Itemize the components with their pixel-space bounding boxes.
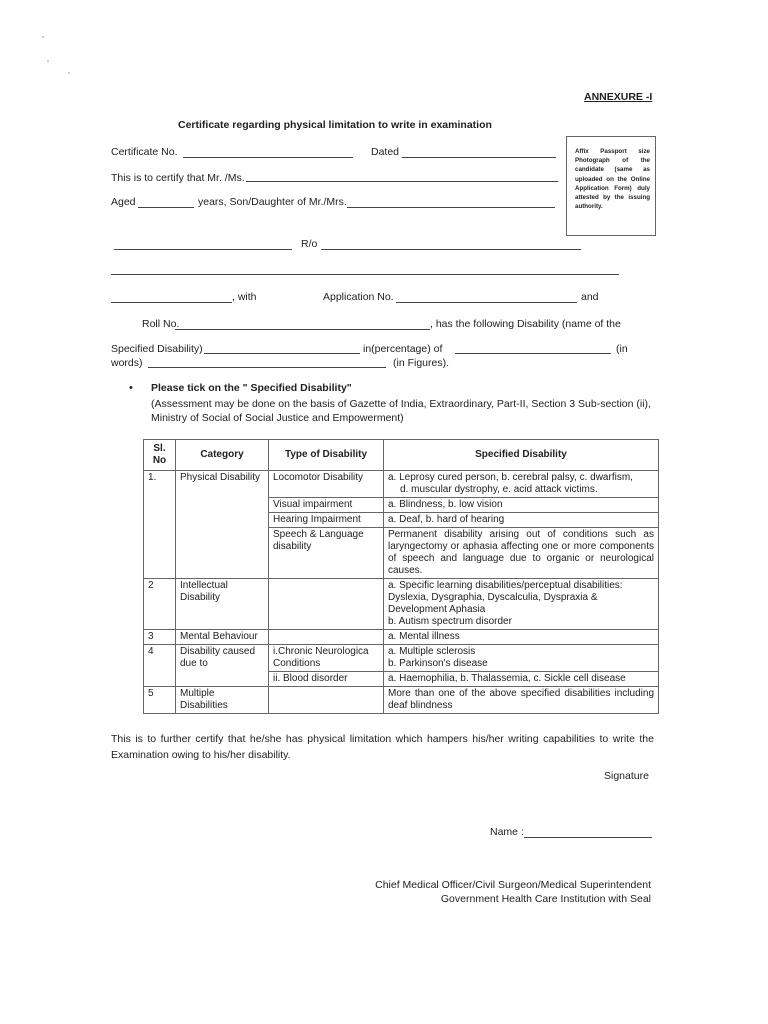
row4-spec-neuro xyxy=(384,645,659,672)
percentage-label: in(percentage) of xyxy=(363,343,443,355)
certificate-no-label: Certificate No. xyxy=(111,146,178,158)
locomotor-spec-b: d. muscular dystrophy, e. acid attack victims. xyxy=(400,484,598,495)
name-line xyxy=(114,249,292,250)
locomotor-spec-a: a. Leprosy cured person, b. cerebral palsy, c. dwarfism, xyxy=(388,472,633,483)
row1-spec-locomotor xyxy=(384,471,659,498)
row4-spec-1a: a. Multiple sclerosis xyxy=(388,646,476,657)
photo-box: Affix Passport size Photograph of the candidate (same as uploaded on the Online Application Form) duly attested by the issuing authority. xyxy=(566,136,656,236)
row2-spec xyxy=(384,579,659,630)
table-row xyxy=(144,630,659,645)
row3-spec: a. Mental illness xyxy=(384,630,659,645)
certify-line xyxy=(246,181,558,182)
address-line-2 xyxy=(111,274,619,275)
dated-line xyxy=(402,157,556,158)
name-label: Name : xyxy=(490,826,524,838)
row3-type xyxy=(269,630,384,645)
percentage-words-line xyxy=(455,353,611,354)
row5-category: Multiple Disabilities xyxy=(176,687,269,714)
row4-category: Disability caused due to xyxy=(176,645,269,687)
ro-label: R/o xyxy=(301,238,318,250)
bullet: • xyxy=(129,382,133,394)
row2-spec-b: b. Autism spectrum disorder xyxy=(388,616,512,627)
document-title: Certificate regarding physical limitation to write in examination xyxy=(178,119,492,131)
row2-category: Intellectual Disability xyxy=(176,579,269,630)
aged-line xyxy=(138,207,194,208)
table-row xyxy=(144,687,659,714)
row3-category: Mental Behaviour xyxy=(176,630,269,645)
row1-type-locomotor: Locomotor Disability xyxy=(269,471,384,498)
row4-type-neuro: i.Chronic Neurologica Conditions xyxy=(269,645,384,672)
row4-sl: 4 xyxy=(144,645,176,687)
and-label: and xyxy=(581,291,599,303)
header-specified: Specified Disability xyxy=(384,440,659,471)
dated-label: Dated xyxy=(371,146,400,158)
address-line xyxy=(321,249,581,250)
table-row xyxy=(144,471,659,498)
row1-spec-speech: Permanent disability arising out of conditions such as laryngectomy or aphasia affecting one or more components of speech and language due to organic or neurological causes. xyxy=(384,528,659,579)
table-header-row xyxy=(144,440,659,471)
row2-type xyxy=(269,579,384,630)
certify-label: This is to certify that Mr. /Ms. xyxy=(111,172,245,184)
assessment-note: (Assessment may be done on the basis of Gazette of India, Extraordinary, Part-II, Section 3 Sub-section (ii), Ministry of Social of Social Justice and Empowerment) xyxy=(151,398,651,424)
institution-label: Government Health Care Institution with Seal xyxy=(440,893,651,905)
header-category: Category xyxy=(176,440,269,471)
table-row xyxy=(144,645,659,672)
row4-type-blood: ii. Blood disorder xyxy=(269,672,384,687)
application-no-label: Application No. xyxy=(323,291,394,303)
specified-disability-label: Specified Disability) xyxy=(111,343,203,355)
header-sl-no: Sl. No xyxy=(144,440,176,471)
application-no-line xyxy=(396,302,577,303)
row1-type-visual: Visual impairment xyxy=(269,498,384,513)
words-label: words) xyxy=(111,357,143,369)
row4-spec-1b: b. Parkinson's disease xyxy=(388,658,488,669)
header-type: Type of Disability xyxy=(269,440,384,471)
row5-spec: More than one of the above specified disabilities including deaf blindness xyxy=(384,687,659,714)
aged-label: Aged xyxy=(111,196,136,208)
roll-no-line xyxy=(175,329,430,330)
table-row xyxy=(144,579,659,630)
row3-sl: 3 xyxy=(144,630,176,645)
disability-line xyxy=(111,302,232,303)
years-label: years, Son/Daughter of Mr./Mrs. xyxy=(198,196,347,208)
roll-no-label: Roll No. xyxy=(142,318,180,330)
in-figures-label: (in Figures). xyxy=(393,357,450,369)
name-signature-line xyxy=(524,837,652,838)
row1-spec-hearing: a. Deaf, b. hard of hearing xyxy=(384,513,659,528)
officer-designation: Chief Medical Officer/Civil Surgeon/Medical Superintendent xyxy=(375,879,651,891)
in-label: (in xyxy=(616,343,628,355)
following-label: , has the following Disability (name of the xyxy=(430,318,621,330)
certificate-no-line xyxy=(183,157,353,158)
signature-label: Signature xyxy=(604,770,649,782)
row1-sl: 1. xyxy=(144,471,176,579)
disability-table xyxy=(143,439,659,714)
scan-speck xyxy=(68,72,70,74)
parent-name-line xyxy=(347,207,555,208)
specified-disability-line xyxy=(204,353,360,354)
row5-sl: 5 xyxy=(144,687,176,714)
with-label: , with xyxy=(232,291,257,303)
row1-spec-visual: a. Blindness, b. low vision xyxy=(384,498,659,513)
row4-spec-blood: a. Haemophilia, b. Thalassemia, c. Sickle cell disease xyxy=(384,672,659,687)
percentage-figures-line xyxy=(148,367,386,368)
row2-spec-a: a. Specific learning disabilities/perceptual disabilities: Dyslexia, Dysgraphia, Dyscalculia, Dyspraxia & Development Aphasia xyxy=(388,580,623,615)
scan-speck xyxy=(47,60,49,62)
row5-type xyxy=(269,687,384,714)
row1-type-speech: Speech & Language disability xyxy=(269,528,384,579)
instruction-heading: Please tick on the " Specified Disability" xyxy=(151,382,352,394)
annexure-label: ANNEXURE -I xyxy=(584,91,653,103)
further-certify-text: This is to further certify that he/she has physical limitation which hampers his/her writing capabilities to write the Examination owing to his/her disability. xyxy=(111,733,654,761)
row1-type-hearing: Hearing Impairment xyxy=(269,513,384,528)
row2-sl: 2 xyxy=(144,579,176,630)
row1-category: Physical Disability xyxy=(176,471,269,579)
scan-speck xyxy=(42,36,44,38)
